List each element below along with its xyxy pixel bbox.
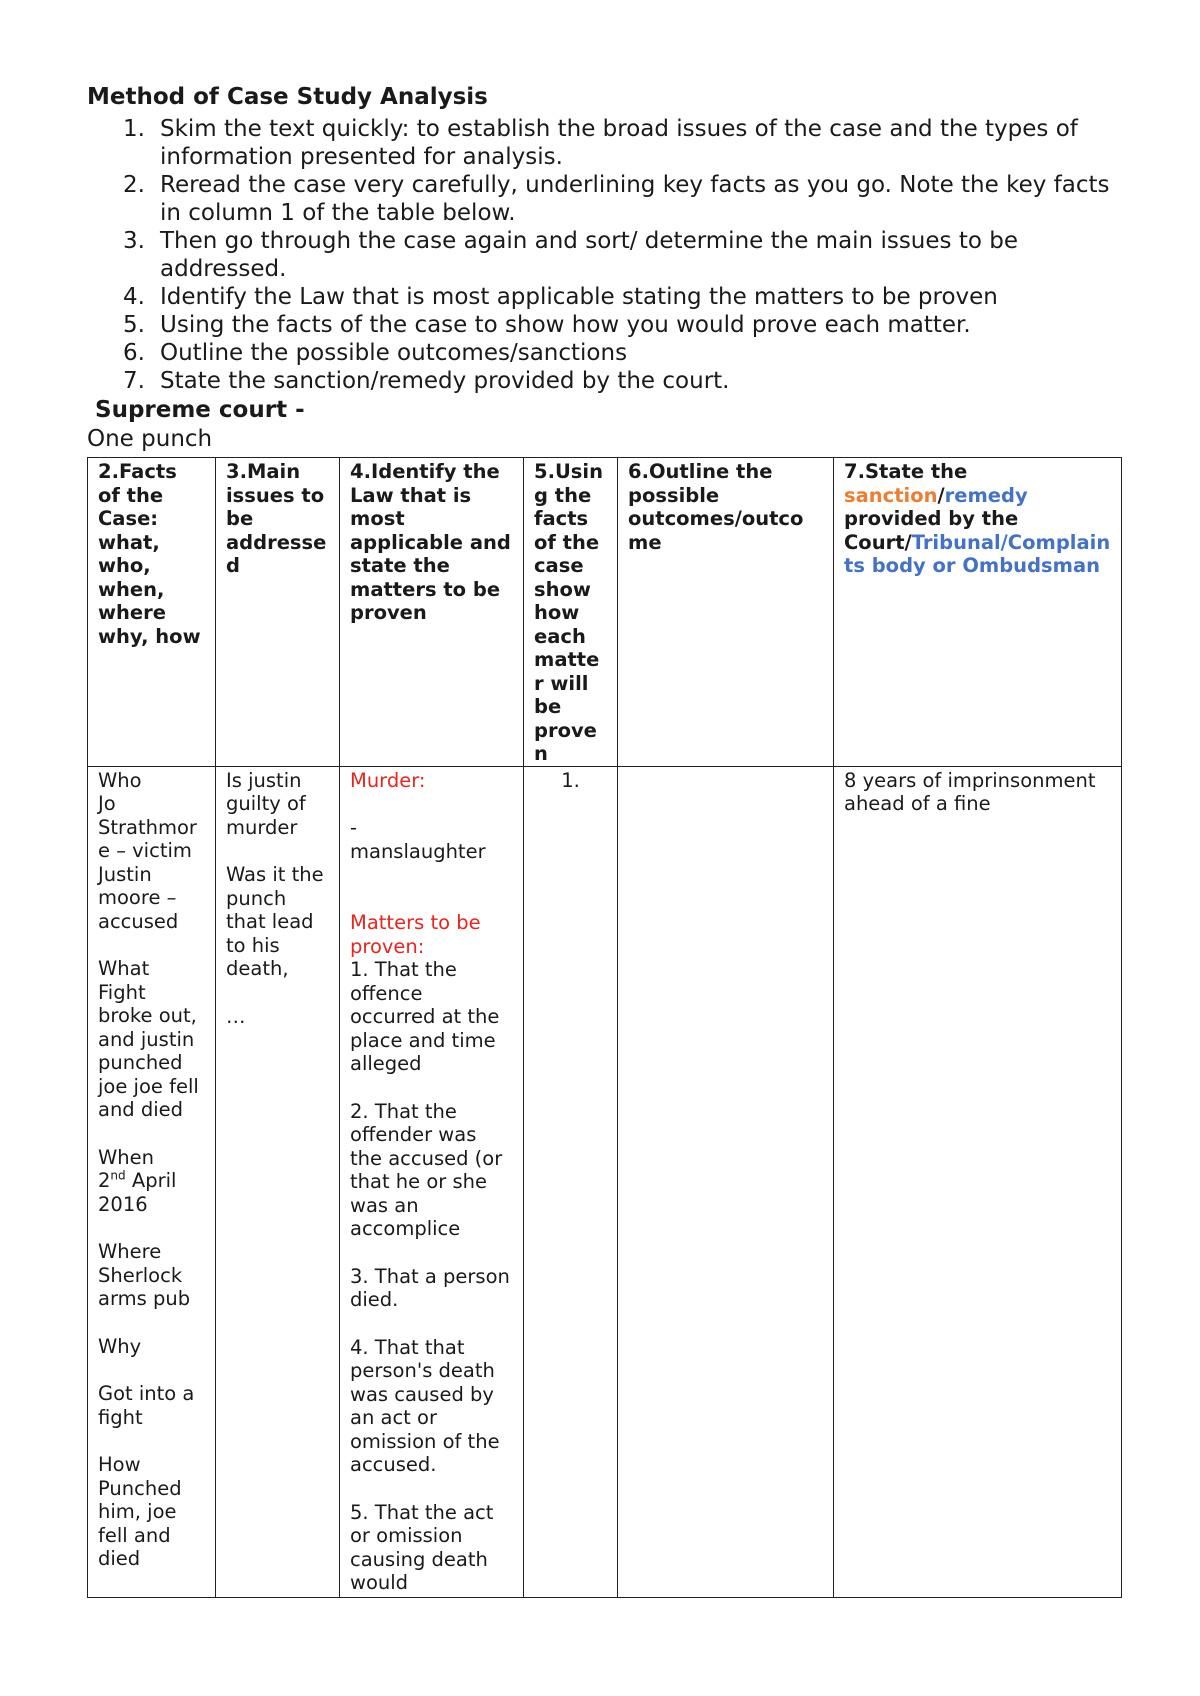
method-step [87,311,1117,339]
step-number: 5. [123,312,145,338]
method-steps-list [87,115,1117,395]
case-name: One punch [87,426,213,452]
step-text: Outline the possible outcomes/sanctions [160,340,628,366]
facts-what-label: What [98,957,150,980]
facts-where-text: Sherlock arms pub [98,1263,191,1310]
law-cell [340,766,524,1597]
header-tribunal: Tribunal/Complaints body or Ombudsman [844,530,1111,577]
facts-when-text [98,1169,205,1216]
facts-what-text: Fight broke out, and justin punched joe joe fell and died [98,980,199,1121]
header-main-issues: 3.Main issues to be addressed [216,458,340,767]
law-alternative-text: manslaughter [350,839,486,863]
facts-when-label: When [98,1145,154,1169]
issues-cell [216,766,340,1597]
facts-how-text: Punched him, joe fell and died [98,1476,182,1570]
step-number: 6. [123,340,145,366]
law-matter: 5. That the act or omission causing death would [350,1500,494,1594]
header-sanction [834,458,1122,767]
method-step [87,283,1117,311]
table-row [88,766,1122,1597]
dash-mark: - [350,816,358,839]
issue-item: Is justin guilty of murder [226,768,306,839]
law-matter: 1. That the offence occurred at the place and time alleged [350,958,500,1075]
header-using-facts: 5.Using the facts of the case show how each matter will be proven [524,458,618,767]
step-text: Using the facts of the case to show how you would prove each matter. [160,312,971,338]
facts-when-suffix: nd [110,1168,126,1183]
facts-when-rest: April 2016 [98,1169,177,1216]
step-text: Identify the Law that is most applicable stating the matters to be proven [160,284,998,310]
header-sanction-mid: provided by the Court/ [844,507,1019,554]
method-step [87,367,1117,395]
document-title: Method of Case Study Analysis [87,84,488,110]
method-step [87,227,1117,283]
header-sanction-word: sanction [844,483,938,507]
step-text: State the sanction/remedy provided by the court. [160,368,730,394]
header-sanction-slash: / [937,483,945,507]
method-step [87,115,1117,171]
step-text: Reread the case very carefully, underlining key facts as you go. Note the key facts in column 1 of the table below. [160,172,1110,226]
header-facts: 2.Facts of the Case: what, who, when, where why, how [88,458,216,767]
sanction-cell [834,766,1122,1597]
header-identify-law: 4.Identify the Law that is most applicable and state the matters to be proven [340,458,524,767]
header-outcomes: 6.Outline the possible outcomes/outcome [618,458,834,767]
law-matter: 2. That the offender was the accused (or that he or she was an accomplice [350,1099,503,1240]
law-matter: 3. That a person died. [350,1264,510,1311]
court-heading: Supreme court - [95,397,305,423]
facts-why-text: Got into a fight [98,1382,195,1429]
table-header-row [88,458,1122,767]
issue-item: Was it the punch that lead to his death, [226,863,324,980]
facts-who-accused: Justin moore – accused [98,862,179,933]
proof-cell [524,766,618,1597]
law-alternative [350,816,513,863]
header-remedy-word: remedy [944,483,1028,507]
step-text: Then go through the case again and sort/ determine the main issues to be addressed. [160,228,1018,282]
facts-where-label: Where [98,1240,162,1263]
law-matter: 4. That that person's death was caused by an act or omission of the accused. [350,1335,500,1476]
step-text: Skim the text quickly: to establish the broad issues of the case and the types of information presented for analysis. [160,116,1078,170]
method-step [87,339,1117,367]
step-number: 7. [123,368,145,394]
facts-how-label: How [98,1453,141,1476]
issue-item: … [226,1004,246,1028]
law-offence: Murder: [350,768,426,792]
case-analysis-table [87,457,1122,1598]
law-matters-heading: Matters to be proven: [350,911,481,958]
step-number: 4. [123,284,145,310]
outcomes-cell [618,766,834,1597]
step-number: 3. [123,228,145,254]
facts-who-label: Who [98,768,142,792]
step-number: 2. [123,172,145,198]
step-number: 1. [123,116,145,142]
method-step [87,171,1117,227]
header-sanction-prefix: 7.State the [844,460,968,483]
sanction-text: 8 years of imprinsonment ahead of a fine [844,768,1096,815]
facts-when-day: 2 [98,1169,111,1192]
facts-why-label: Why [98,1334,142,1358]
proof-item: 1. [561,768,580,792]
facts-cell [88,766,216,1597]
facts-who-victim: Jo Strathmore – victim [98,792,197,862]
